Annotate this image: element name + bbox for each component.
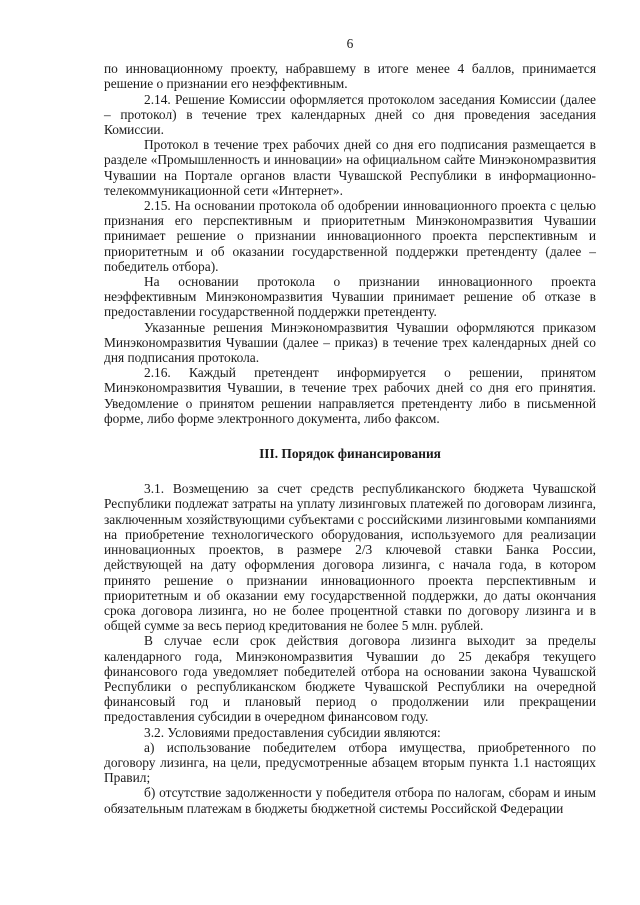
paragraph-continuation: по инновационному проекту, набравшему в итоге менее 4 баллов, принимается решение о признании его неэффективным. [104,61,596,92]
section-heading: III. Порядок финансирования [259,446,441,462]
paragraph-2-16: 2.16. Каждый претендент информируется о решении, принятом Минэкономразвития Чувашии, в течение трех рабочих дней со дня его принятия. Уведомление о принятом решении направляется претенденту либо в письменной форме, либо форме электронного документа, либо факсом. [104,365,596,426]
paragraph-2-15: 2.15. На основании протокола об одобрении инновационного проекта с целью признания его перспективным и приоритетным Минэкономразвития Чувашии принимает решение о признании инновационного проекта перспективным и приоритетным и об оказании государственной поддержки претенденту (далее – победитель отбора). [104,198,596,274]
paragraph-2-14: 2.14. Решение Комиссии оформляется протоколом заседания Комиссии (далее – протокол) в течение трех календарных дней со дня проведения заседания Комиссии. [104,91,596,138]
page-number: 6 [346,36,354,51]
paragraph-lease-period: В случае если срок действия договора лизинга выходит за пределы календарного года, Минэкономразвития Чувашии до 25 декабря текущего финансового года уведомляет победителей отбора на основании закона Чувашской Республики о республиканском бюджете Чувашской Республики на очередной финансовый год и плановый период о продолжении или прекращении предоставления субсидии в очередном финансовом году. [104,633,596,725]
paragraph-3-1: 3.1. Возмещению за счет средств республиканского бюджета Чувашской Республики подлежат затраты на уплату лизинговых платежей по договорам лизинга, заключенным хозяйствующими субъектами с российскими лизинговыми компаниями на приобретение технологического оборудования, используемого для реализации инновационных проектов, в размере 2/3 ключевой ставки Банка России, действующей на дату оформления договора лизинга, с начала года, в котором принято решение о признании инновационного проекта перспективным и приоритетным и об оказании ему государственной поддержки, до даты окончания срока договора лизинга, но не более процентной ставки по договору лизинга и в общей сумме за весь период кредитования не более 5 млн. рублей. [104,481,596,634]
paragraph-3-2: 3.2. Условиями предоставления субсидии являются: [144,724,441,740]
list-item-a: а) использование победителем отбора имущества, приобретенного по договору лизинга, на цели, предусмотренные абзацем вторым пункта 1.1 настоящих Правил; [104,739,596,786]
paragraph-refusal: На основании протокола о признании инновационного проекта неэффективным Минэкономразвития Чувашии принимает решение об отказе в предоставлении государственной поддержки претенденту. [104,274,596,320]
paragraph-protocol-publication: Протокол в течение трех рабочих дней со дня его подписания размещается в разделе «Промышленность и инновации» на официальном сайте Минэкономразвития Чувашии на Портале органов власти Чувашской Республики в информационно-телекоммуникационной сети «Интернет». [104,137,596,198]
list-item-b: б) отсутствие задолженности у победителя отбора по налогам, сборам и иным обязательным платежам в бюджеты бюджетной системы Российской Федерации [104,785,596,816]
paragraph-order: Указанные решения Минэкономразвития Чувашии оформляются приказом Минэкономразвития Чувашии (далее – приказ) в течение трех календарных дней со дня подписания протокола. [104,319,596,366]
